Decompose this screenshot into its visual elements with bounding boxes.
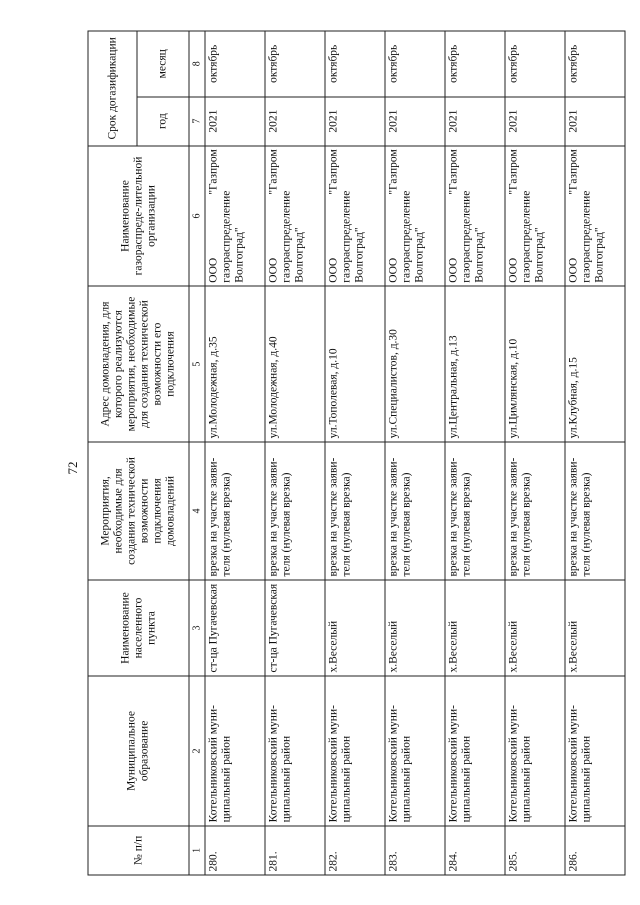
row-settlement: х.Веселый [445,580,505,676]
row-organization: ООО "Газпром газораспределение Волгоград" [385,146,445,286]
row-measures: врезка на участке заяви-теля (нулевая врезка) [505,442,565,580]
table-body [189,31,625,875]
column-number: 4 [189,442,205,580]
column-number: 8 [189,31,205,97]
column-number: 2 [189,676,205,826]
row-month: октябрь [505,31,565,97]
row-organization: ООО "Газпром газораспределение Волгоград" [325,146,385,286]
row-address: ул.Клубная, д.15 [565,286,625,442]
row-month: октябрь [325,31,385,97]
row-month: октябрь [205,31,265,97]
row-month: октябрь [385,31,445,97]
row-year: 2021 [505,97,565,146]
row-month: октябрь [565,31,625,97]
row-measures: врезка на участке заяви-теля (нулевая врезка) [205,442,265,580]
row-municipality: Котельниковский муни-ципальный район [385,676,445,826]
row-address: ул.Цимлянская, д.10 [505,286,565,442]
header-settlement: Наименование населенного пункта [88,580,189,676]
header-organization: Наименование газораспреде-лительной организации [88,146,189,286]
header-municipality: Муниципальное образование [88,676,189,826]
column-number: 6 [189,146,205,286]
header-measures: Мероприятия, необходимые для создания технической возможности подключения домовладений [88,442,189,580]
row-year: 2021 [265,97,325,146]
header-month: месяц [137,31,189,97]
row-year: 2021 [445,97,505,146]
table-row [325,31,385,875]
row-organization: ООО "Газпром газораспределение Волгоград" [505,146,565,286]
row-address: ул.Тополевая, д.10 [325,286,385,442]
table-row [565,31,625,875]
row-measures: врезка на участке заяви-теля (нулевая врезка) [385,442,445,580]
page-number: 72 [65,461,80,475]
row-address: ул.Молодежная, д.40 [265,286,325,442]
row-organization: ООО "Газпром газораспределение Волгоград" [445,146,505,286]
row-settlement: х.Веселый [565,580,625,676]
table-row [385,31,445,875]
row-month: октябрь [265,31,325,97]
header-address: Адрес домовладения, для которого реализуются мероприятия, необходимые для создания технической возможности его подключения [88,286,189,442]
row-measures: врезка на участке заяви-теля (нулевая врезка) [565,442,625,580]
row-measures: врезка на участке заяви-теля (нулевая врезка) [265,442,325,580]
row-year: 2021 [385,97,445,146]
header-year: год [137,97,189,146]
row-settlement: х.Веселый [325,580,385,676]
row-municipality: Котельниковский муни-ципальный район [565,676,625,826]
row-year: 2021 [205,97,265,146]
row-measures: врезка на участке заяви-теля (нулевая врезка) [445,442,505,580]
row-organization: ООО "Газпром газораспределение Волгоград" [565,146,625,286]
row-number: 284. [445,826,505,875]
row-settlement: ст-ца Пугачевская [265,580,325,676]
row-settlement: х.Веселый [385,580,445,676]
table-row [205,31,265,875]
column-number: 5 [189,286,205,442]
header-num: № п/п [88,826,189,875]
row-address: ул.Специалистов, д.30 [385,286,445,442]
row-address: ул.Центральная, д.13 [445,286,505,442]
table-row [505,31,565,875]
table-row [445,31,505,875]
row-municipality: Котельниковский муни-ципальный район [205,676,265,826]
row-year: 2021 [565,97,625,146]
column-number: 1 [189,826,205,875]
rotated-document-page [88,31,628,876]
column-number-row [189,31,205,875]
row-number: 282. [325,826,385,875]
row-number: 286. [565,826,625,875]
header-row [88,31,137,875]
row-month: октябрь [445,31,505,97]
table-row [265,31,325,875]
row-number: 285. [505,826,565,875]
row-municipality: Котельниковский муни-ципальный район [325,676,385,826]
row-municipality: Котельниковский муни-ципальный район [265,676,325,826]
row-municipality: Котельниковский муни-ципальный район [445,676,505,826]
row-number: 281. [265,826,325,875]
column-number: 7 [189,97,205,146]
row-number: 280. [205,826,265,875]
column-number: 3 [189,580,205,676]
row-year: 2021 [325,97,385,146]
row-organization: ООО "Газпром газораспределение Волгоград" [205,146,265,286]
header-term: Срок догазификации [88,31,137,146]
row-number: 283. [385,826,445,875]
row-municipality: Котельниковский муни-ципальный район [505,676,565,826]
gasification-table [88,31,626,876]
row-settlement: х.Веселый [505,580,565,676]
row-settlement: ст-ца Пугачевская [205,580,265,676]
row-measures: врезка на участке заяви-теля (нулевая врезка) [325,442,385,580]
row-organization: ООО "Газпром газораспределение Волгоград" [265,146,325,286]
row-address: ул.Молодежная, д.35 [205,286,265,442]
